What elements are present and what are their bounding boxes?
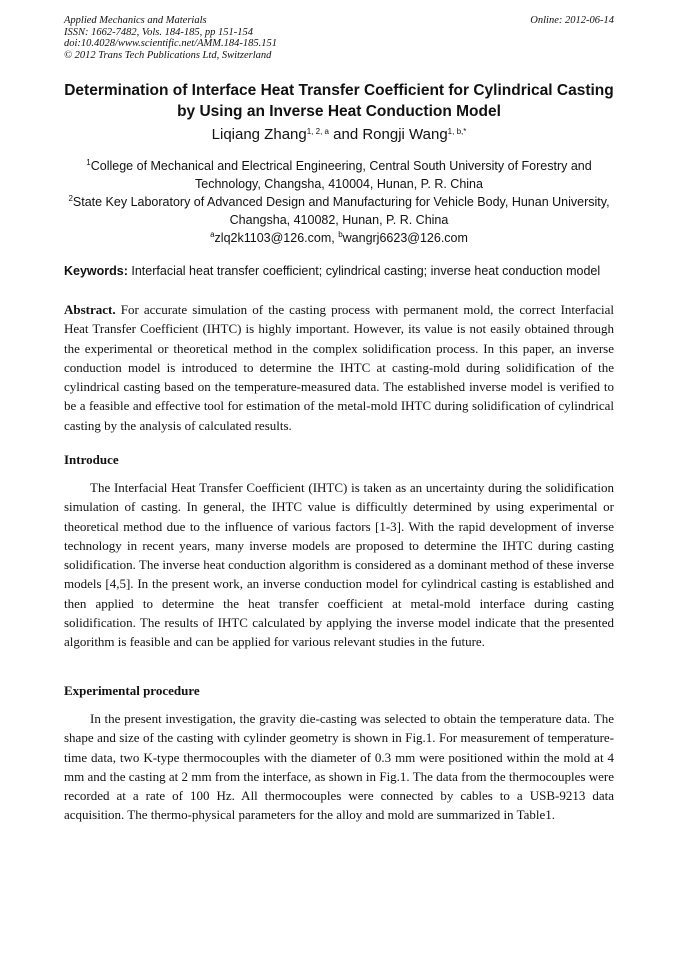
- keywords-text: Interfacial heat transfer coefficient; cylindrical casting; inverse heat conduction model: [127, 264, 601, 278]
- section-heading-experimental: Experimental procedure: [64, 683, 200, 698]
- author-1: Liqiang Zhang: [211, 126, 307, 143]
- journal-name: Applied Mechanics and Materials: [64, 15, 207, 26]
- issn: ISSN: 1662-7482, Vols. 184-185, pp 151-154: [64, 26, 253, 38]
- affiliation-1: College of Mechanical and Electrical Engineering, Central South University of Forestry and Technology, Changsha, 410004, Hunan, P. R. China: [90, 159, 592, 191]
- abstract-text: For accurate simulation of the casting process with permanent mold, the correct Interfacial Heat Transfer Coefficient (IHTC) is highly important. However, its value is not easily obtained through the experimental or theoretical method in the complex solidification process. In this paper, an inverse conduction model is introduced to determine the IHTC at casting-mold during solidification of the cylindrical casting based on the temperature-measured data. The established inverse model is verified to be a feasible and effective tool for estimation of the metal-mold IHTC during solidification of cylindrical casting by the analysis of calculated results.: [64, 302, 614, 433]
- aff-1-sup: 1: [86, 158, 91, 167]
- journal-header: [64, 15, 277, 61]
- email-1-sup: a: [210, 230, 215, 239]
- abstract: [64, 300, 614, 435]
- doi: doi:10.4028/www.scientific.net/AMM.184-185.151: [64, 38, 277, 49]
- section-text-experimental: In the present investigation, the gravity die-casting was selected to obtain the temperature data. The shape and size of the casting with cylinder geometry is shown in Fig.1. For measurement of temperature-time data, two K-type thermocouples with the diameter of 0.3 mm were positioned within the mold at 4 mm and the casting at 2 mm from the interface, as shown in Fig.1. The data from the thermocouples were recorded at a rate of 100 Hz. All thermocouples were connected by cables to a USB-9213 data acquisition. The thermo-physical parameters for the alloy and mold are summarized in Table1.: [64, 711, 614, 823]
- author-2: Rongji Wang: [362, 126, 448, 143]
- email-2: wangrj6623@126.com: [342, 231, 468, 245]
- email-2-sup: b: [338, 230, 343, 239]
- online-date: Online: 2012-06-14: [530, 15, 614, 26]
- section-text-introduce: The Interfacial Heat Transfer Coefficient (IHTC) is taken as an uncertainty during the solidification simulation of casting. In general, the IHTC value is difficultly determined by using experimental or theoretical method due to the influence of various factors [1-3]. With the rapid development of inverse technology in recent years, many inverse models are proposed to determine the IHTC during casting solidification. The inverse heat conduction algorithm is considered as a dominant method of these inverse models [4,5]. In the present work, an inverse conduction model for cylindrical casting is established and then applied to determine the heat transfer coefficient at metal-mold interface during casting solidification. The results of IHTC calculated by applying the inverse model indicate that the presented algorithm is feasible and can be applied for various relevant studies in the future.: [64, 480, 614, 650]
- copyright: © 2012 Trans Tech Publications Ltd, Switzerland: [64, 49, 272, 61]
- paper-title: Determination of Interface Heat Transfer Coefficient for Cylindrical Casting by Using an Inverse Heat Conduction Model: [64, 82, 614, 120]
- affiliation-2: State Key Laboratory of Advanced Design and Manufacturing for Vehicle Body, Hunan University, Changsha, 410082, Hunan, P. R. China: [72, 195, 610, 227]
- author-1-sup: 1, 2, a: [306, 127, 329, 136]
- keywords: [64, 264, 624, 278]
- aff-2-sup: 2: [68, 194, 73, 203]
- author-2-sup: 1, b,*: [447, 127, 467, 136]
- author-and: and: [328, 126, 363, 143]
- abstract-label: Abstract.: [64, 302, 116, 317]
- authors: [64, 126, 614, 143]
- email-1: zlq2k1103@126.com,: [214, 231, 339, 245]
- affiliations: [40, 157, 638, 247]
- keywords-label: Keywords:: [64, 264, 128, 278]
- section-heading-introduce: Introduce: [64, 452, 119, 467]
